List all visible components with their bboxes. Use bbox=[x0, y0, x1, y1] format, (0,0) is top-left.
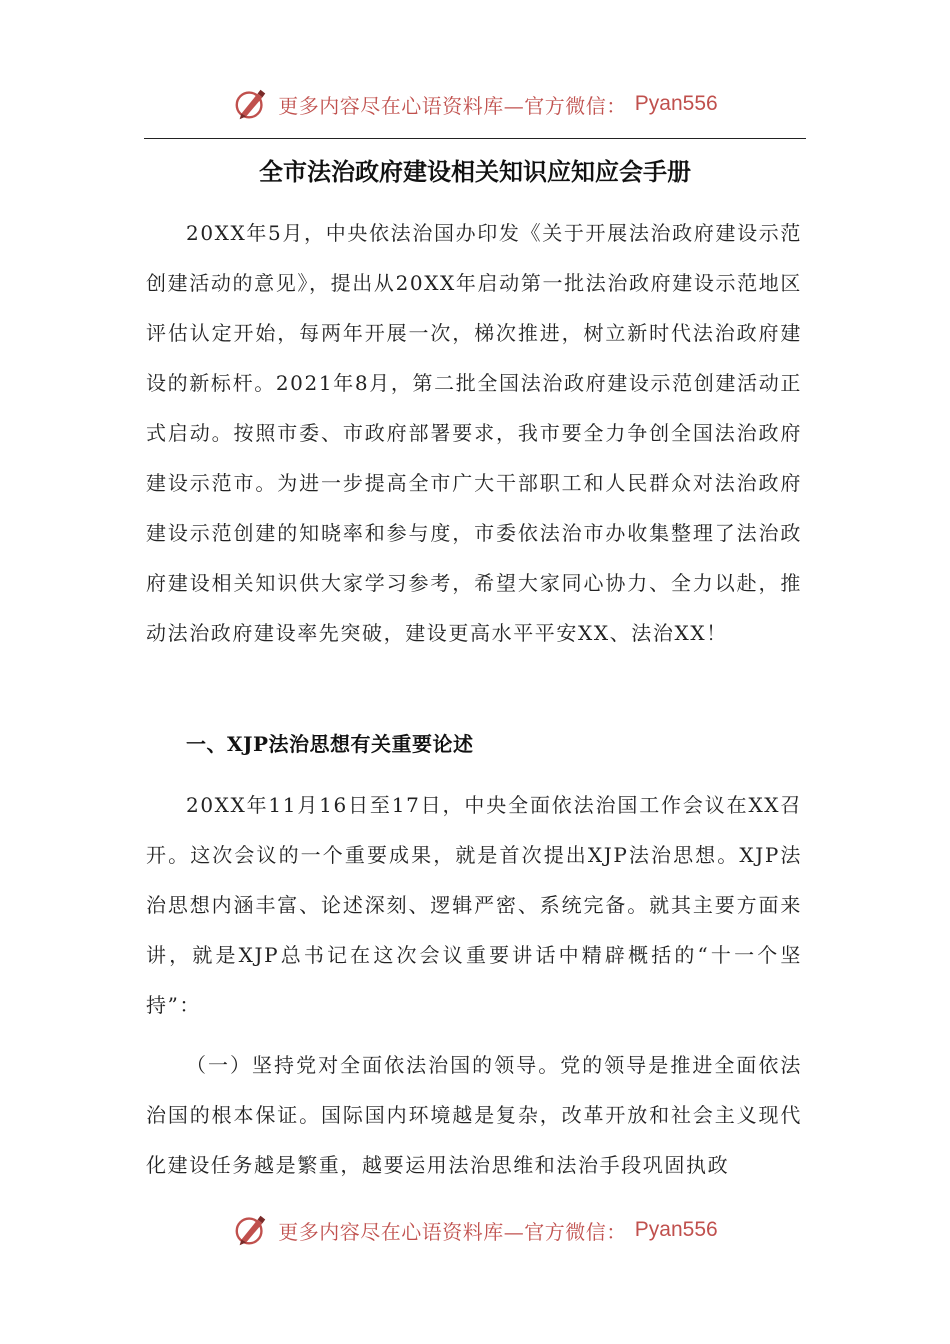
section-1-heading-block bbox=[146, 719, 802, 769]
point-1 bbox=[146, 1040, 802, 1190]
header-divider bbox=[144, 138, 806, 139]
pen-logo-icon bbox=[232, 1211, 270, 1249]
header-banner-text: 更多内容尽在心语资料库—官方微信： bbox=[278, 93, 627, 118]
header-banner-id: Pyan556 bbox=[634, 92, 718, 115]
header-banner bbox=[0, 84, 950, 124]
document-title: 全市法治政府建设相关知识应知应会手册 bbox=[259, 157, 691, 186]
footer-banner-id: Pyan556 bbox=[634, 1218, 718, 1241]
point-1-paragraph: （一）坚持党对全面依法治国的领导。党的领导是推进全面依法治国的根本保证。国际国内环境越是复杂，改革开放和社会主义现代化建设任务越是繁重，越要运用法治思维和法治手段巩固执政 bbox=[146, 1053, 802, 1177]
section-1-heading: 一、XJP法治思想有关重要论述 bbox=[186, 732, 474, 756]
footer-banner bbox=[0, 1210, 950, 1250]
pen-logo-icon bbox=[232, 85, 270, 123]
intro-paragraph: 20XX年5月，中央依法治国办印发《关于开展法治政府建设示范创建活动的意见》，提出从20XX年启动第一批法治政府建设示范地区评估认定开始，每两年开展一次，梯次推进，树立新时代法治政府建设的新标杆。2021年8月，第二批全国法治政府建设示范创建活动正式启动。按照市委、市政府部署要求，我市要全力争创全国法治政府建设示范市。为进一步提高全市广大干部职工和人民群众对法治政府建设示范创建的知晓率和参与度，市委依法治市办收集整理了法治政府建设相关知识供大家学习参考，希望大家同心协力、全力以赴，推动法治政府建设率先突破，建设更高水平平安XX、法治XX！ bbox=[146, 221, 802, 645]
intro-section bbox=[146, 208, 802, 658]
section-1 bbox=[146, 780, 802, 1030]
footer-banner-text: 更多内容尽在心语资料库—官方微信： bbox=[278, 1219, 627, 1244]
section-1-paragraph: 20XX年11月16日至17日，中央全面依法治国工作会议在XX召开。这次会议的一个重要成果，就是首次提出XJP法治思想。XJP法治思想内涵丰富、论述深刻、逻辑严密、系统完备。就其主要方面来讲，就是XJP总书记在这次会议重要讲话中精辟概括的“十一个坚持”： bbox=[146, 793, 802, 1017]
